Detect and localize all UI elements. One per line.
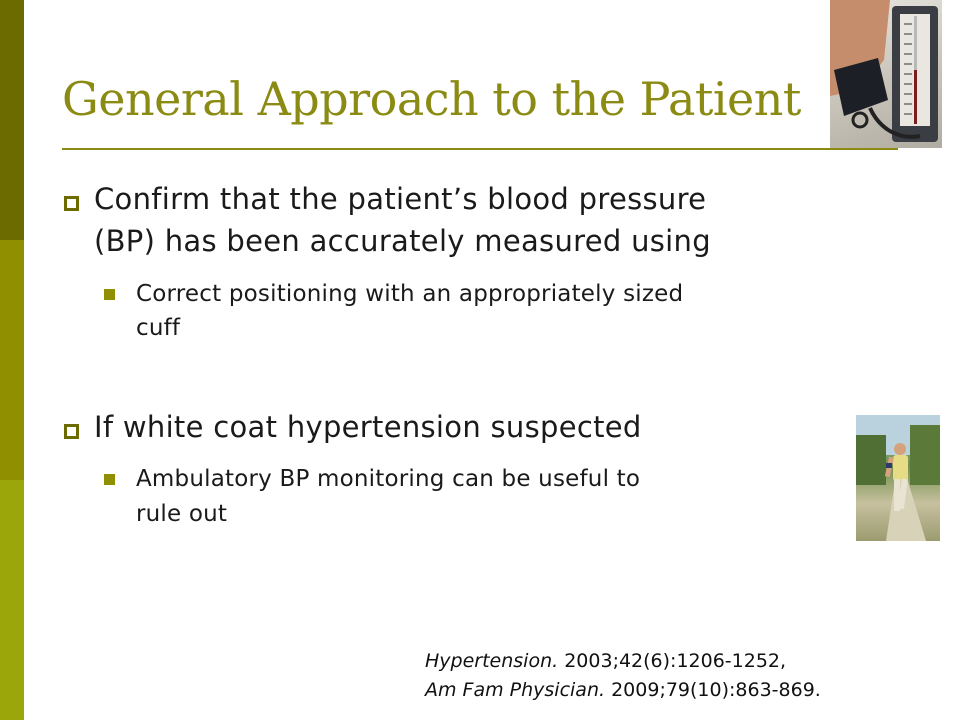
walking-man-photo (856, 415, 940, 541)
bullet-square-icon (64, 196, 79, 211)
sub-bullet-square-icon (104, 289, 115, 300)
citation-2-detail: 2009;79(10):863-869. (605, 679, 821, 701)
left-accent-bar-middle (0, 240, 24, 480)
blood-pressure-photo (830, 0, 942, 148)
sub-bullet-square-icon (104, 474, 115, 485)
walking-man-illustration (856, 415, 940, 541)
left-accent-bar-bottom (0, 480, 24, 720)
citation-line-2 (425, 676, 821, 705)
citation-2-journal: Am Fam Physician. (425, 679, 606, 701)
slide-title: General Approach to the Patient (62, 72, 801, 126)
sub-bullet-2-line-1: Ambulatory BP monitoring can be useful to (136, 466, 641, 492)
citation-1-detail: 2003;42(6):1206-1252, (558, 650, 787, 672)
sub-bullet-2-line-2: rule out (136, 501, 228, 527)
bullet-square-icon (64, 424, 79, 439)
bullet-1-line-2: (BP) has been accurately measured using (94, 224, 711, 258)
sub-bullet-1-line-1: Correct positioning with an appropriately sized (136, 281, 684, 307)
bullet-1-line-1: Confirm that the patient’s blood pressure (94, 182, 707, 216)
citation-block (425, 647, 821, 705)
bullet-2-line-1: If white coat hypertension suspected (94, 410, 642, 444)
sub-bullet-1-line-2: cuff (136, 315, 181, 341)
citation-line-1 (425, 647, 821, 676)
title-underline (62, 148, 898, 150)
citation-1-journal: Hypertension. (425, 650, 559, 672)
left-accent-bar-top (0, 0, 24, 240)
blood-pressure-illustration (830, 0, 942, 148)
